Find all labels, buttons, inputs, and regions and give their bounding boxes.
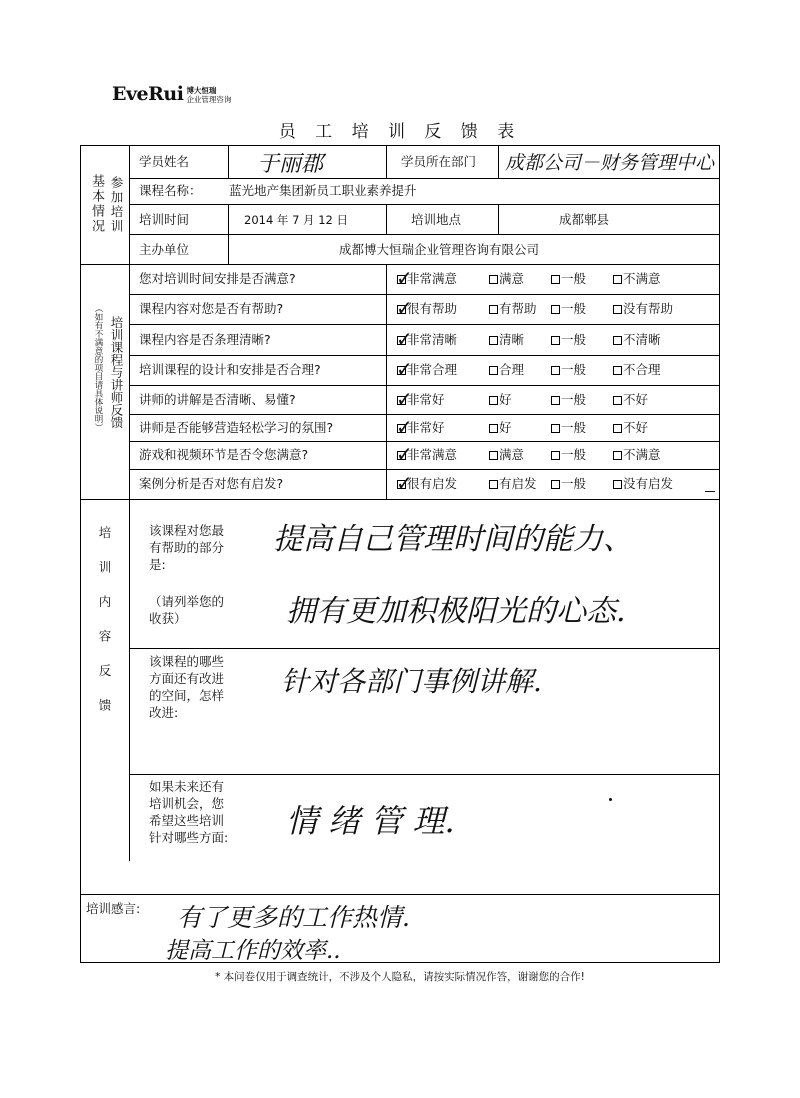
course-value: 蓝光地产集团新员工职业素养提升 [229,183,417,198]
checkbox-icon[interactable] [613,336,622,345]
survey-option-label: 不好 [623,391,649,407]
checkmark-icon: ✓ [396,471,413,495]
survey-option[interactable] [551,271,586,287]
time-label: 培训时间 [139,212,190,227]
checkbox-icon[interactable] [489,336,498,345]
survey-option-label: 满意 [499,271,525,286]
survey-option[interactable] [551,420,586,436]
checkbox-icon[interactable] [551,305,560,314]
question-most-helpful-hint: （请列举您的收获） [149,594,225,626]
survey-option[interactable] [551,447,586,463]
place-label: 培训地点 [411,212,462,227]
course-label: 课程名称： [139,183,202,198]
survey-option[interactable] [489,362,524,378]
survey-question: 讲师是否能够营造轻松学习的氛围? [139,419,334,435]
survey-option-label: 有启发 [499,476,537,491]
survey-option[interactable] [551,301,586,317]
name-label: 学员姓名 [139,154,190,169]
answer-most-helpful-line-1[interactable]: 提高自己管理时间的能力、 [273,522,633,557]
checkbox-icon[interactable] [613,396,622,405]
checkbox-icon[interactable] [551,396,560,405]
survey-option-label: 不满意 [623,271,661,286]
survey-option-label: 一般 [561,391,587,407]
survey-question: 课程内容对您是否有帮助? [139,301,284,316]
checkbox-icon[interactable] [551,480,560,489]
checkbox-icon[interactable] [489,480,498,489]
survey-option[interactable] [613,476,673,492]
survey-option-label: 好 [499,419,512,435]
survey-option-label: 很有帮助 [407,301,458,316]
checkmark-icon: ✓ [396,414,413,439]
checkbox-icon[interactable] [613,451,622,460]
checkbox-icon[interactable] [489,424,498,433]
checkbox-icon[interactable] [489,275,498,284]
survey-option[interactable] [551,332,586,348]
survey-option-label: 没有帮助 [623,301,674,316]
survey-option-label: 不好 [623,419,649,435]
survey-option-label: 很有启发 [407,476,458,491]
feeling-line-1[interactable]: 有了更多的工作热情. [177,903,410,932]
checkbox-icon[interactable] [489,305,498,314]
feeling-line-2[interactable]: 提高工作的效率.. [165,938,341,964]
survey-option-label: 一般 [561,362,587,377]
host-value: 成都博大恒瑞企业管理咨询有限公司 [339,242,540,257]
survey-option-label: 一般 [561,476,587,491]
question-future-training: 如果未来还有培训机会，您希望这些培训针对哪些方面: [149,779,229,845]
checkmark-icon: ✓ [396,266,413,290]
checkbox-icon[interactable] [613,366,622,375]
survey-option[interactable] [613,362,661,378]
checkbox-icon[interactable] [613,424,622,433]
section-survey-label: 培训课程与讲师反馈 [109,316,124,429]
logo-wordmark: EveRui [112,83,184,105]
question-improvement: 该课程的哪些方面还有改进的空间，怎样改进: [149,654,225,720]
checkbox-icon[interactable] [613,275,622,284]
checkbox-icon[interactable] [613,480,622,489]
survey-option-label: 不清晰 [623,331,661,347]
survey-option-label: 非常好 [407,419,445,435]
checkmark-icon: ✓ [396,386,413,411]
student-name-value[interactable]: 于丽郡 [257,152,324,177]
footnote: * 本问卷仅用于调查统计，不涉及个人隐私，请按实际情况作答，谢谢您的合作! [215,971,585,983]
survey-option[interactable] [613,301,673,317]
checkmark-icon: ✓ [396,326,413,351]
answer-improvement[interactable]: 针对各部门事例讲解. [281,665,542,698]
survey-option[interactable] [551,476,586,492]
answer-future-training[interactable]: 情 绪 管 理. [286,802,455,840]
survey-option-label: 一般 [561,271,587,286]
checkmark-icon: ✓ [396,296,413,320]
survey-option[interactable] [489,332,524,348]
checkbox-icon[interactable] [551,424,560,433]
survey-option-label: 非常满意 [407,271,458,286]
survey-option-label: 非常好 [407,391,445,407]
survey-option-label: 好 [499,391,512,407]
survey-option[interactable] [489,420,512,436]
survey-option[interactable] [613,392,648,408]
feedback-form [80,145,720,963]
checkbox-icon[interactable] [489,396,498,405]
survey-option[interactable] [613,447,661,463]
survey-option-label: 合理 [499,362,525,377]
survey-option-label: 没有启发 [623,476,674,491]
answer-most-helpful-line-2[interactable]: 拥有更加积极阳光的心态. [286,594,626,629]
checkbox-icon[interactable] [489,366,498,375]
survey-option-label: 不满意 [623,447,661,462]
survey-question: 游戏和视频环节是否令您满意? [139,447,309,462]
checkbox-icon[interactable] [551,451,560,460]
survey-option[interactable] [613,271,661,287]
ink-dot [609,798,612,801]
survey-option-label: 非常合理 [407,362,458,377]
section-content-label: 培训内容反馈 [97,526,112,733]
dept-label: 学员所在部门 [401,154,477,169]
survey-question: 培训课程的设计和安排是否合理? [139,362,321,377]
feeling-label: 培训感言: [86,901,141,916]
survey-question: 讲师的讲解是否清晰、易懂? [139,391,296,407]
checkbox-icon[interactable] [613,305,622,314]
checkmark-icon: ✓ [396,357,413,381]
checkmark-icon: ✓ [396,442,413,466]
survey-option[interactable] [489,476,537,492]
checkbox-icon[interactable] [551,275,560,284]
question-most-helpful: 该课程对您最有帮助的部分是: [149,523,225,572]
survey-option[interactable] [489,271,524,287]
survey-option-label: 一般 [561,419,587,435]
survey-option-label: 有帮助 [499,301,537,316]
pen-mark [705,491,715,492]
checkbox-icon[interactable] [489,451,498,460]
host-label: 主办单位 [139,242,190,257]
section-basic-sub-label: 参加培训 [109,176,124,234]
place-value: 成都郫县 [559,212,610,227]
checkbox-icon[interactable] [551,336,560,345]
survey-option-label: 一般 [561,301,587,316]
survey-option-label: 一般 [561,331,587,347]
survey-option[interactable] [489,301,537,317]
survey-option[interactable] [613,332,661,348]
survey-question: 案例分析是否对您有启发? [139,476,284,491]
survey-option-label: 不合理 [623,362,661,377]
time-value: 2014 年 7 月 12 日 [244,213,348,227]
survey-option-label: 非常清晰 [407,331,458,347]
survey-option[interactable] [551,362,586,378]
survey-question: 课程内容是否条理清晰? [139,331,271,347]
survey-option[interactable] [551,392,586,408]
section-basic-label: 基本情况 [89,174,104,234]
dept-value[interactable]: 成都公司－财务管理中心 [505,152,715,174]
company-logo [112,80,231,104]
survey-option-label: 满意 [499,447,525,462]
survey-question: 您对培训时间安排是否满意? [139,271,296,286]
section-survey-note: （如有不满意的项目请具体说明） [93,304,103,432]
survey-option-label: 清晰 [499,331,525,347]
logo-line-1: 博大恒瑞 [186,86,217,95]
survey-option[interactable] [613,420,648,436]
logo-line-2: 企业管理咨询 [186,95,232,104]
survey-option[interactable] [489,392,512,408]
form-title: 员 工 培 训 反 馈 表 [278,122,522,142]
checkbox-icon[interactable] [551,366,560,375]
survey-option-label: 一般 [561,447,587,462]
survey-option[interactable] [489,447,524,463]
survey-option-label: 非常满意 [407,447,458,462]
